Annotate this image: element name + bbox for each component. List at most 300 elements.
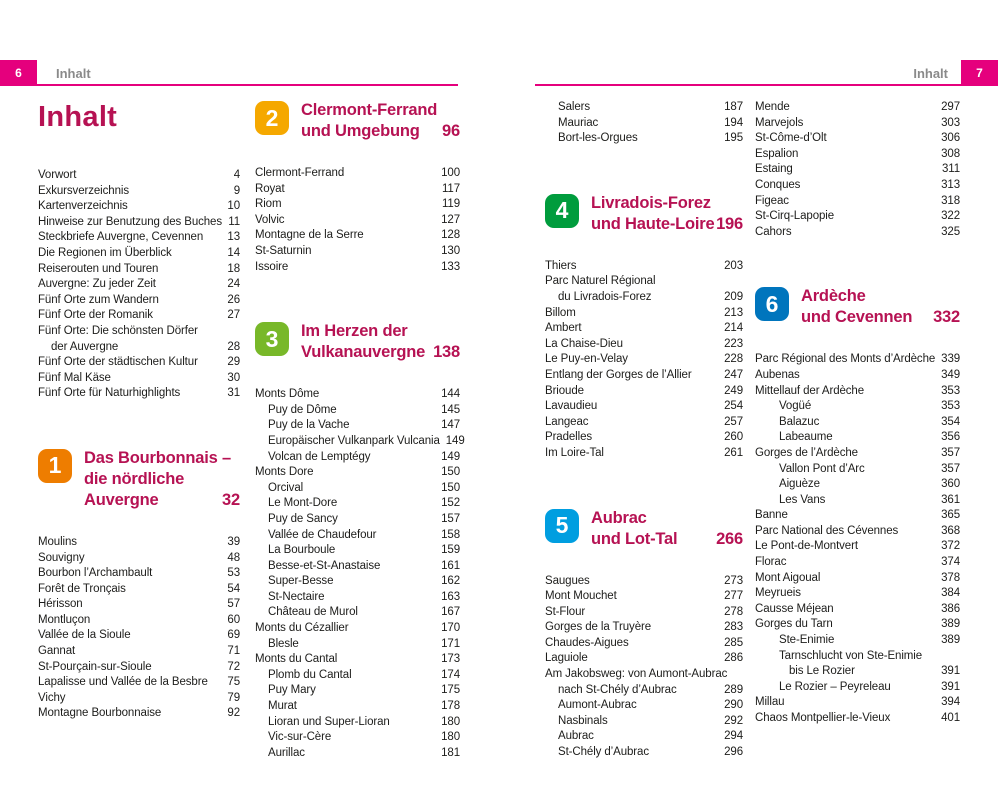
- entry-page-number: 394: [941, 696, 960, 709]
- page-number-box-left: 6: [0, 60, 37, 86]
- toc-entry: [255, 481, 460, 497]
- entry-page-number: 57: [227, 598, 240, 611]
- toc-entry: [755, 384, 960, 400]
- entry-title: Vorwort: [38, 169, 77, 181]
- toc-entry: [255, 182, 460, 198]
- entry-page-number: 69: [227, 629, 240, 642]
- entry-title: Château de Murol: [268, 606, 358, 619]
- entry-title: Causse Méjean: [755, 602, 834, 615]
- entry-page-number: 71: [227, 645, 240, 658]
- toc-entry: [545, 116, 743, 132]
- entry-page-number: 175: [441, 684, 460, 697]
- toc-entry: [755, 162, 960, 178]
- toc-entry: [545, 131, 743, 147]
- section-title-line: Clermont-Ferrand: [301, 101, 438, 119]
- entry-page-number: 167: [441, 606, 460, 619]
- entry-page-number: 4: [233, 169, 240, 181]
- entry-title: Gorges de la Truyère: [545, 621, 652, 634]
- toc-entry: [545, 698, 743, 714]
- toc-column-right-a: [545, 100, 743, 761]
- toc-entry: [755, 194, 960, 210]
- entry-page-number: 100: [441, 167, 460, 179]
- toc-entry: [545, 620, 743, 636]
- toc-entry: [38, 566, 240, 582]
- toc-entry: [255, 197, 460, 213]
- section-title-line: Vulkanauvergne: [301, 343, 426, 362]
- entry-title: Kartenverzeichnis: [38, 200, 128, 213]
- entry-list: [38, 168, 240, 402]
- entry-page-number: 247: [724, 368, 743, 381]
- toc-entry: [38, 691, 240, 707]
- entry-title: Langeac: [545, 415, 589, 428]
- toc-entry: [545, 636, 743, 652]
- entry-title: Royat: [255, 182, 285, 195]
- toc-entry: [38, 184, 240, 200]
- toc-entry: [255, 434, 465, 450]
- entry-title: St-Pourçain-sur-Sioule: [38, 660, 152, 673]
- entry-title: Mende: [755, 101, 790, 113]
- entry-page-number: 357: [941, 446, 960, 459]
- entry-page-number: 277: [724, 590, 743, 603]
- section-title: [591, 508, 743, 550]
- entry-title: Auvergne: Zu jeder Zeit: [38, 278, 156, 291]
- entry-page-number: 353: [941, 384, 960, 397]
- toc-entry: [255, 683, 460, 699]
- entry-title: Laguiole: [545, 652, 588, 665]
- toc-entry: [755, 178, 960, 194]
- toc-entry: [38, 277, 240, 293]
- toc-entry: [38, 230, 240, 246]
- entry-title: Forêt de Tronçais: [38, 582, 126, 595]
- entry-title: St-Nectaire: [268, 590, 325, 603]
- toc-entry: [255, 637, 460, 653]
- toc-entry: [38, 340, 240, 356]
- section-title-line: und Cevennen: [801, 308, 913, 327]
- toc-entry: [255, 244, 460, 260]
- entry-title: Puy de Sancy: [268, 512, 338, 525]
- toc-title: Inhalt: [38, 101, 118, 133]
- toc-entry: [545, 100, 743, 116]
- toc-entry: [755, 649, 960, 665]
- entry-title: Monts Dore: [255, 466, 314, 479]
- toc-entry: [755, 352, 960, 368]
- section-page-number: 32: [222, 490, 240, 509]
- toc-entry: [255, 213, 460, 229]
- entry-page-number: 384: [941, 587, 960, 600]
- entry-page-number: 79: [227, 691, 240, 704]
- entry-page-number: 27: [227, 309, 240, 322]
- entry-title: Gorges de l’Ardèche: [755, 446, 858, 459]
- toc-entry: [545, 290, 743, 306]
- section-title: [301, 100, 460, 142]
- toc-entry: [755, 493, 960, 509]
- toc-entry: [545, 384, 743, 400]
- entry-title: Steckbriefe Auvergne, Cevennen: [38, 231, 204, 244]
- entry-title: Ambert: [545, 322, 582, 335]
- entry-title: Clermont-Ferrand: [255, 167, 345, 179]
- entry-title: Mauriac: [558, 116, 599, 129]
- entry-page-number: 325: [941, 225, 960, 238]
- entry-title: Vic-sur-Cère: [268, 731, 332, 744]
- entry-title: Bourbon l’Archambault: [38, 567, 153, 580]
- entry-page-number: 228: [724, 353, 743, 366]
- entry-title: Mittellauf der Ardèche: [755, 384, 865, 397]
- section-title-line: Auvergne: [84, 490, 159, 509]
- entry-title: Reiserouten und Touren: [38, 262, 159, 275]
- entry-page-number: 128: [441, 229, 460, 242]
- toc-column-left-b: [255, 100, 465, 761]
- toc-entry: [755, 100, 960, 116]
- toc-entry: [545, 399, 743, 415]
- section-title-line: und Umgebung: [301, 122, 420, 140]
- entry-title: Espalion: [755, 147, 799, 160]
- entry-page-number: 285: [724, 636, 743, 649]
- entry-page-number: 119: [441, 198, 460, 211]
- toc-entry: [755, 399, 960, 415]
- entry-title: Florac: [755, 556, 787, 569]
- entry-title: Banne: [755, 509, 788, 522]
- section-header-6: [755, 286, 960, 328]
- entry-page-number: 339: [941, 353, 961, 366]
- section-title-line: Im Herzen der: [301, 322, 408, 341]
- entry-page-number: 386: [941, 602, 960, 615]
- entry-title: Monts du Cézallier: [255, 622, 349, 635]
- entry-title: Lioran und Super-Lioran: [268, 715, 390, 728]
- entry-page-number: 296: [724, 746, 743, 759]
- toc-entry: [255, 166, 460, 182]
- entry-page-number: 194: [724, 116, 743, 129]
- entry-title: St-Côme-d’Olt: [755, 132, 827, 145]
- toc-entry: [255, 559, 460, 575]
- toc-entry: [38, 168, 240, 184]
- entry-title: Entlang der Gorges de l’Allier: [545, 368, 692, 381]
- entry-title: Besse-et-St-Anastaise: [268, 559, 381, 572]
- section-header-1: [38, 448, 240, 511]
- entry-title: Vichy: [38, 691, 66, 704]
- section-title-line: und Lot-Tal: [591, 529, 678, 548]
- toc-entry: [755, 147, 960, 163]
- toc-entry: [38, 386, 240, 402]
- toc-entry: [545, 589, 743, 605]
- entry-page-number: 178: [441, 700, 460, 713]
- entry-title: Tarnschlucht von Ste-Enimie: [779, 649, 923, 662]
- section-number-badge: 2: [255, 101, 289, 135]
- toc-entry: [38, 308, 240, 324]
- entry-title: Die Regionen im Überblick: [38, 246, 172, 259]
- entry-title: Ste-Enimie: [779, 634, 835, 647]
- entry-title: Chaudes-Aigues: [545, 636, 629, 649]
- toc-entry: [255, 715, 460, 731]
- toc-entry: [38, 675, 240, 691]
- toc-entry: [38, 215, 240, 231]
- toc-entry: [755, 225, 960, 241]
- entry-page-number: 29: [227, 356, 240, 369]
- entry-page-number: 401: [941, 712, 960, 724]
- entry-page-number: 10: [227, 200, 240, 213]
- toc-entry: [255, 528, 460, 544]
- toc-entry: [545, 430, 743, 446]
- entry-page-number: 28: [227, 340, 240, 353]
- section-title-line: Ardèche: [801, 287, 866, 306]
- entry-page-number: 187: [724, 101, 743, 113]
- entry-title: Aubenas: [755, 368, 800, 381]
- toc-entry: [755, 664, 960, 680]
- toc-entry: [755, 539, 960, 555]
- toc-entry: [255, 730, 460, 746]
- section-header-4: [545, 193, 743, 235]
- toc-entry: [38, 597, 240, 613]
- entry-title: Vogüé: [779, 400, 812, 413]
- toc-entry: [545, 415, 743, 431]
- toc-entry: [38, 262, 240, 278]
- entry-list: [755, 100, 960, 240]
- entry-title: Moulins: [38, 535, 77, 548]
- entry-title: Balazuc: [779, 415, 820, 428]
- section-header-2: [255, 100, 460, 142]
- entry-page-number: 181: [441, 746, 460, 759]
- entry-page-number: 13: [227, 231, 240, 244]
- toc-entry: [755, 131, 960, 147]
- section-page-number: 196: [716, 214, 743, 233]
- entry-title: Le Puy-en-Velay: [545, 353, 628, 366]
- toc-entry: [38, 371, 240, 387]
- toc-entry: [755, 430, 960, 446]
- entry-title: Europäischer Vulkanpark Vulcania: [268, 434, 440, 447]
- entry-title: Labeaume: [779, 431, 833, 444]
- entry-title: Fünf Orte zum Wandern: [38, 293, 159, 306]
- section-header-5: [545, 508, 743, 550]
- entry-title: Conques: [755, 178, 801, 191]
- toc-entry: [755, 633, 960, 649]
- toc-entry: [545, 368, 743, 384]
- toc-entry: [255, 699, 460, 715]
- toc-entry: [545, 574, 743, 590]
- toc-entry: [255, 543, 460, 559]
- section-title: [84, 448, 240, 511]
- toc-entry: [755, 571, 960, 587]
- toc-entry: [255, 746, 460, 762]
- section-title: [301, 321, 460, 363]
- entry-title: bis Le Rozier: [789, 665, 855, 678]
- toc-entry: [545, 729, 743, 745]
- entry-page-number: 149: [441, 450, 460, 463]
- entry-page-number: 292: [724, 714, 743, 727]
- entry-page-number: 257: [724, 415, 743, 428]
- toc-entry: [255, 668, 460, 684]
- entry-page-number: 354: [941, 415, 960, 428]
- entry-page-number: 159: [441, 544, 460, 557]
- toc-column-right-b: [755, 100, 960, 727]
- toc-entry: [755, 524, 960, 540]
- toc-entry: [545, 714, 743, 730]
- entry-title: Parc Régional des Monts d’Ardèche: [755, 353, 936, 366]
- entry-title: Super-Besse: [268, 575, 334, 588]
- entry-title: St-Chély d’Aubrac: [558, 746, 649, 759]
- toc-entry: [545, 651, 743, 667]
- toc-entry: [38, 355, 240, 371]
- entry-page-number: 54: [227, 582, 240, 595]
- toc-entry: [755, 602, 960, 618]
- toc-entry: [755, 462, 960, 478]
- toc-entry: [38, 293, 240, 309]
- entry-title: Puy de Dôme: [268, 403, 337, 416]
- entry-title: Brioude: [545, 384, 584, 397]
- section-page-number: 96: [442, 122, 460, 140]
- entry-page-number: 349: [941, 368, 960, 381]
- toc-column-left-a: [38, 100, 240, 722]
- entry-title: Lapalisse und Vallée de la Besbre: [38, 676, 208, 689]
- entry-title: Hérisson: [38, 598, 83, 611]
- entry-page-number: 31: [227, 387, 240, 400]
- entry-page-number: 372: [941, 540, 960, 553]
- entry-page-number: 356: [941, 431, 960, 444]
- entry-title: Orcival: [268, 481, 304, 494]
- toc-entry: [755, 695, 960, 711]
- entry-page-number: 357: [941, 462, 960, 475]
- entry-page-number: 149: [445, 434, 465, 447]
- toc-entry: [255, 387, 460, 403]
- entry-title: Parc Naturel Régional: [545, 275, 656, 288]
- section-title: [591, 193, 743, 235]
- toc-entry: [755, 116, 960, 132]
- entry-page-number: 117: [441, 182, 460, 195]
- entry-title: Nasbinals: [558, 714, 608, 727]
- entry-title: Hinweise zur Benutzung des Buches: [38, 215, 223, 228]
- entry-page-number: 195: [724, 132, 743, 145]
- entry-title: Fünf Orte der städtischen Kultur: [38, 356, 198, 369]
- entry-title: Meyrueis: [755, 587, 801, 600]
- entry-page-number: 290: [724, 699, 743, 712]
- entry-page-number: 353: [941, 400, 960, 413]
- entry-page-number: 374: [941, 556, 960, 569]
- toc-entry: [545, 352, 743, 368]
- toc-entry: [38, 199, 240, 215]
- section-title-line: Das Bourbonnais –: [84, 448, 231, 467]
- entry-page-number: 130: [441, 244, 460, 257]
- entry-title: Les Vans: [779, 493, 826, 506]
- entry-page-number: 144: [441, 388, 460, 401]
- entry-page-number: 261: [724, 446, 743, 459]
- entry-page-number: 223: [724, 337, 743, 350]
- entry-title: Mont Aigoual: [755, 571, 821, 584]
- entry-title: Fünf Orte: Die schönsten Dörfer: [38, 324, 198, 337]
- entry-title: Exkursverzeichnis: [38, 184, 129, 197]
- entry-page-number: 322: [941, 210, 960, 223]
- entry-title: nach St-Chély d’Aubrac: [558, 683, 677, 696]
- entry-title: Estaing: [755, 163, 793, 176]
- entry-title: Bort-les-Orgues: [558, 132, 638, 145]
- entry-page-number: 18: [227, 262, 240, 275]
- toc-entry: [545, 605, 743, 621]
- toc-entry: [545, 274, 743, 290]
- entry-title: Plomb du Cantal: [268, 668, 352, 681]
- entry-page-number: 297: [941, 101, 960, 113]
- entry-title: Le Rozier – Peyreleau: [779, 680, 891, 693]
- entry-title: Fünf Mal Käse: [38, 371, 111, 384]
- toc-entry: [255, 512, 460, 528]
- entry-title: Pradelles: [545, 431, 593, 444]
- entry-page-number: 391: [941, 680, 960, 693]
- entry-page-number: 161: [441, 559, 460, 572]
- entry-list: [545, 100, 743, 147]
- entry-title: Thiers: [545, 259, 577, 272]
- section-title-line: Livradois-Forez: [591, 193, 711, 212]
- toc-entry: [255, 228, 460, 244]
- entry-title: Billom: [545, 306, 576, 319]
- entry-title: Volcan de Lemptégy: [268, 450, 371, 463]
- toc-entry: [255, 496, 460, 512]
- entry-title: Marvejols: [755, 116, 804, 129]
- entry-list: [545, 259, 743, 462]
- entry-title: Saugues: [545, 574, 590, 587]
- section-number-badge: 4: [545, 194, 579, 228]
- toc-entry: [255, 621, 460, 637]
- section-number-badge: 5: [545, 509, 579, 543]
- entry-page-number: 157: [441, 512, 460, 525]
- entry-title: Puy de la Vache: [268, 419, 350, 432]
- toc-entry: [38, 246, 240, 262]
- entry-title: der Auvergne: [51, 340, 119, 353]
- entry-title: Parc National des Cévennes: [755, 524, 899, 537]
- entry-page-number: 162: [441, 575, 460, 588]
- toc-entry: [755, 680, 960, 696]
- entry-page-number: 174: [441, 668, 460, 681]
- entry-page-number: 14: [227, 246, 240, 259]
- toc-entry: [255, 418, 460, 434]
- entry-page-number: 289: [724, 683, 743, 696]
- toc-entry: [38, 535, 240, 551]
- section-page-number: 332: [933, 308, 960, 327]
- entry-title: Lavaudieu: [545, 400, 598, 413]
- entry-page-number: 249: [724, 384, 743, 397]
- entry-page-number: 158: [441, 528, 460, 541]
- toc-entry: [755, 555, 960, 571]
- entry-page-number: 313: [941, 178, 960, 191]
- entry-title: Le Pont-de-Montvert: [755, 540, 858, 553]
- entry-title: Figeac: [755, 194, 789, 207]
- entry-page-number: 171: [441, 637, 460, 650]
- entry-title: Vallée de la Sioule: [38, 629, 131, 642]
- entry-title: Riom: [255, 198, 282, 211]
- entry-title: St-Saturnin: [255, 244, 312, 257]
- toc-entry: [38, 551, 240, 567]
- toc-entry: [255, 260, 460, 276]
- entry-title: Montluçon: [38, 613, 91, 626]
- entry-page-number: 378: [941, 571, 960, 584]
- entry-page-number: 283: [724, 621, 743, 634]
- section-header-3: [255, 321, 460, 363]
- entry-title: St-Flour: [545, 605, 586, 618]
- entry-page-number: 391: [941, 665, 960, 678]
- entry-list: [255, 166, 460, 275]
- entry-page-number: 152: [441, 497, 460, 510]
- toc-entry: [255, 465, 460, 481]
- entry-page-number: 92: [227, 707, 240, 720]
- toc-entry: [545, 306, 743, 322]
- toc-entry: [38, 644, 240, 660]
- page-number-box-right: 7: [961, 60, 998, 86]
- entry-title: Le Mont-Dore: [268, 497, 338, 510]
- entry-page-number: 24: [227, 278, 240, 291]
- running-title-right: Inhalt: [913, 66, 948, 81]
- toc-entry: [545, 667, 743, 683]
- section-number-badge: 3: [255, 322, 289, 356]
- toc-entry: [255, 450, 460, 466]
- entry-page-number: 173: [441, 653, 460, 666]
- entry-title: Montagne Bourbonnaise: [38, 707, 162, 720]
- toc-entry: [545, 446, 743, 462]
- entry-page-number: 147: [441, 419, 460, 432]
